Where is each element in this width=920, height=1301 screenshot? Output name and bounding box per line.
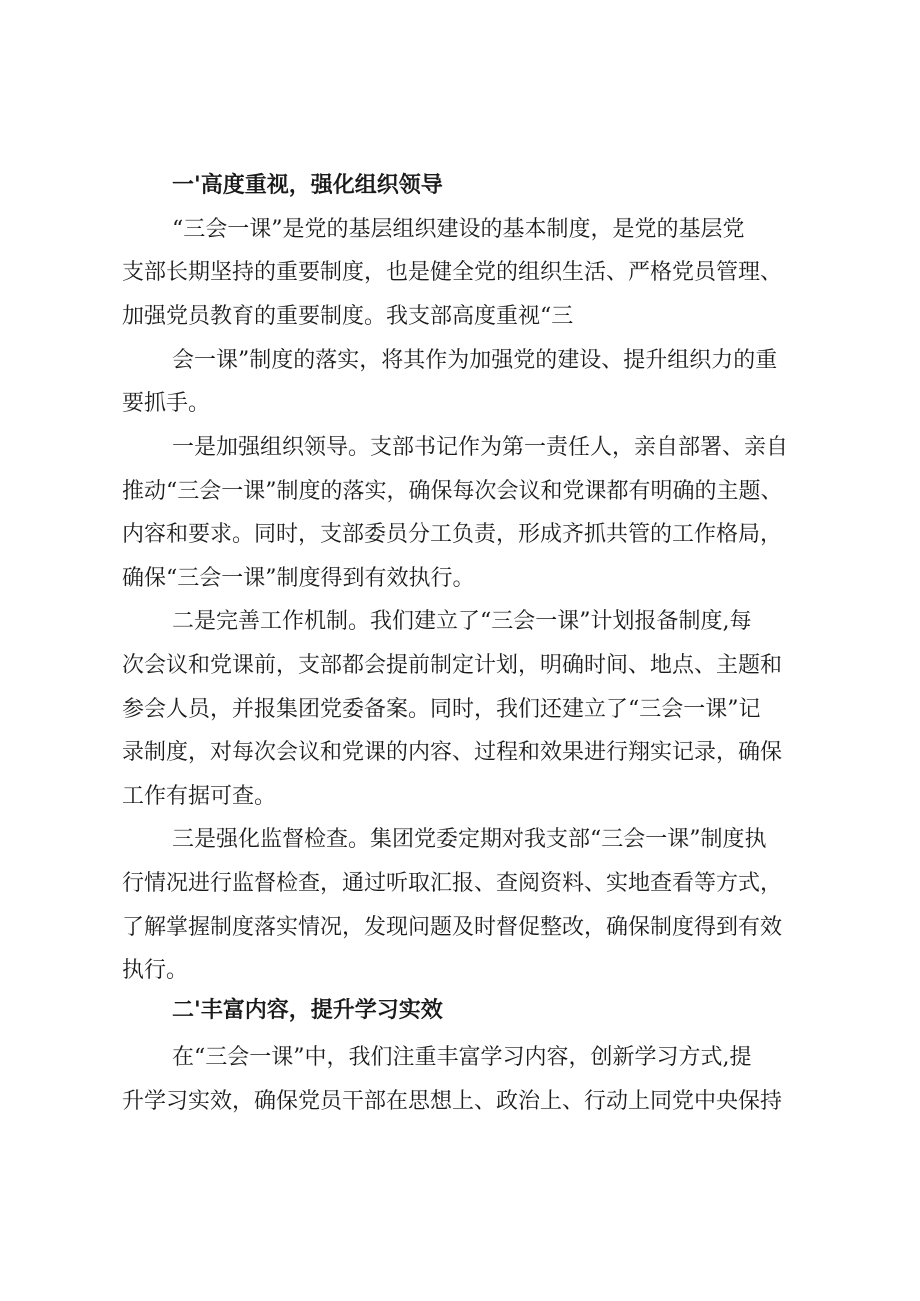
paragraph-line: 一是加强组织领导。支部书记作为第一责任人，亲自部署、亲自 [172,435,789,460]
paragraph-line: 参会人员，并报集团党委备案。同时，我们还建立了“三会一课”记 [122,697,761,722]
paragraph-line: 了解掌握制度落实情况，发现问题及时督促整改，确保制度得到有效 [122,915,783,940]
paragraph-line: 要抓手。 [122,391,211,416]
section-heading-2: 二'丰富内容，提升学习实效 [172,998,443,1023]
paragraph-line: 二是完善工作机制。我们建立了“三会一课”计划报备制度,每 [172,609,752,634]
paragraph-line: 升学习实效，确保党员干部在思想上、政治上、行动上同党中央保持 [122,1089,783,1114]
paragraph-line: 在“三会一课”中，我们注重丰富学习内容，创新学习方式,提 [172,1045,752,1070]
paragraph-line: 会一课”制度的落实，将其作为加强党的建设、提升组织力的重 [172,348,778,373]
paragraph-line: 内容和要求。同时，支部委员分工负责，形成齐抓共管的工作格局， [122,522,783,547]
paragraph-line: 工作有据可查。 [122,784,277,809]
paragraph-line: 行情况进行监督检查，通过听取汇报、查阅资料、实地查看等方式， [122,871,783,896]
paragraph-line: 推动“三会一课”制度的落实，确保每次会议和党课都有明确的主题、 [122,479,783,504]
paragraph-line: “三会一课”是党的基层组织建设的基本制度，是党的基层党 [172,217,745,242]
section-heading-1: 一'高度重视，强化组织领导 [172,173,443,198]
paragraph-line: 录制度，对每次会议和党课的内容、过程和效果进行翔实记录，确保 [122,740,783,765]
paragraph-line: 支部长期坚持的重要制度，也是健全党的组织生活、严格党员管理、 [122,260,783,285]
paragraph-line: 确保“三会一课”制度得到有效执行。 [122,566,475,591]
paragraph-line: 次会议和党课前，支部都会提前制定计划，明确时间、地点、主题和 [122,653,783,678]
paragraph-line: 三是强化监督检查。集团党委定期对我支部“三会一课”制度执 [172,827,767,852]
paragraph-line: 执行。 [122,958,189,983]
paragraph-line: 加强党员教育的重要制度。我支部高度重视“三 [122,304,574,329]
